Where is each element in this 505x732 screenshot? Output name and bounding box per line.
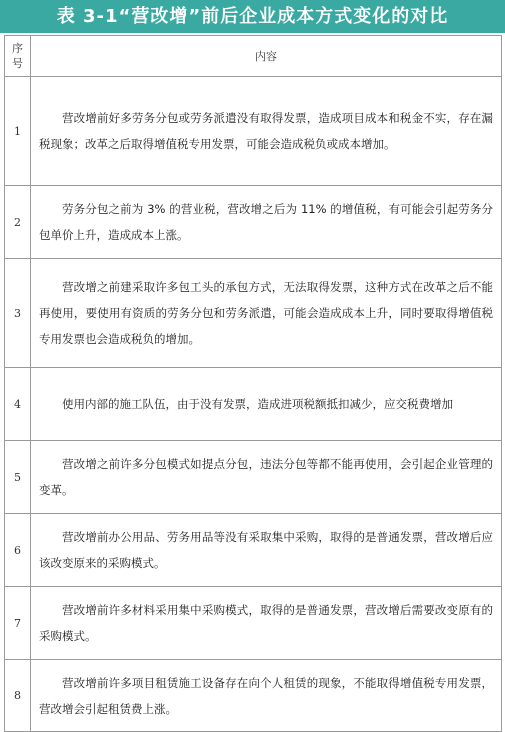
table-row [5,587,502,660]
table-row [5,514,502,587]
table-row [5,368,502,441]
table-row [5,259,502,368]
table-header-row [5,36,502,77]
row-number: 7 [5,587,31,660]
row-content: 使用内部的施工队伍，由于没有发票，造成进项税额抵扣减少，应交税费增加 [31,368,502,441]
row-content: 营改增前好多劳务分包或劳务派遣没有取得发票，造成项目成本和税金不实，存在漏税现象；改革之后取得增值税专用发票，可能会造成税负或成本增加。 [31,77,502,186]
row-content: 营改增前许多材料采用集中采购模式，取得的是普通发票，营改增后需要改变原有的采购模式。 [31,587,502,660]
row-number: 8 [5,660,31,732]
table-row [5,186,502,259]
row-number: 1 [5,77,31,186]
row-number: 4 [5,368,31,441]
row-content: 劳务分包之前为 3% 的营业税，营改增之后为 11% 的增值税，有可能会引起劳务分包单价上升，造成成本上涨。 [31,186,502,259]
row-number: 6 [5,514,31,587]
row-content: 营改增之前建采取许多包工头的承包方式，无法取得发票，这种方式在改革之后不能再使用，要使用有资质的劳务分包和劳务派遣，可能会造成成本上升，同时要取得增值税专用发票也会造成税负的增加。 [31,259,502,368]
table-row [5,660,502,732]
comparison-table [4,35,502,732]
table-row [5,77,502,186]
row-number: 2 [5,186,31,259]
comparison-table-wrapper [4,35,501,730]
row-number: 5 [5,441,31,514]
row-content: 营改增前许多项目租赁施工设备存在向个人租赁的现象，不能取得增值税专用发票，营改增会引起租赁费上涨。 [31,660,502,732]
header-content: 内容 [31,36,502,77]
row-number: 3 [5,259,31,368]
row-content: 营改增之前许多分包模式如提点分包，违法分包等都不能再使用，会引起企业管理的变革。 [31,441,502,514]
row-content: 营改增前办公用品、劳务用品等没有采取集中采购，取得的是普通发票，营改增后应该改变原来的采购模式。 [31,514,502,587]
table-title: 表 3-1“营改增”前后企业成本方式变化的对比 [0,0,505,33]
header-number: 序号 [5,36,31,77]
table-row [5,441,502,514]
